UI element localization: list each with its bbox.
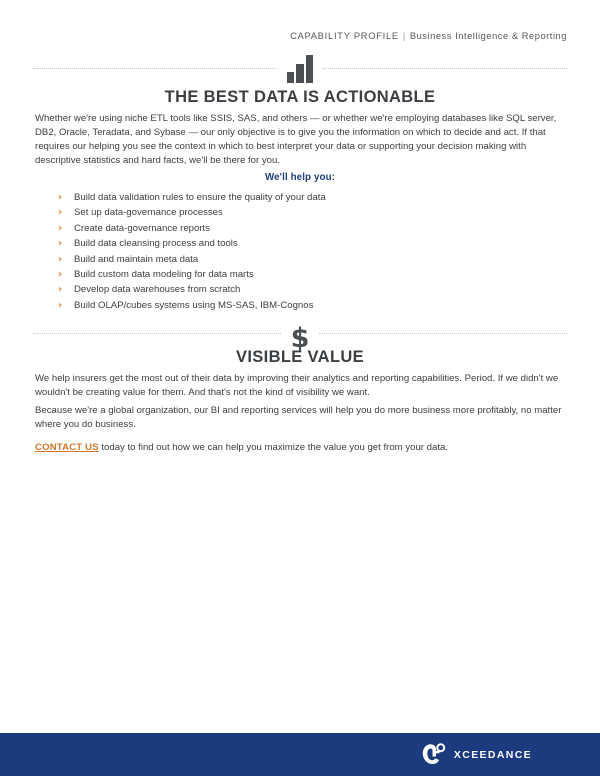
list-item-label: Build and maintain meta data <box>74 253 199 265</box>
chevron-right-icon: › <box>58 238 63 250</box>
list-item <box>58 300 326 315</box>
divider-top <box>33 55 567 83</box>
header-separator: | <box>402 31 406 41</box>
list-item-label: Build OLAP/cubes systems using MS-SAS, IBM-Cognos <box>74 299 314 311</box>
header-capability-label: CAPABILITY PROFILE <box>290 31 399 41</box>
list-item <box>58 284 326 299</box>
chevron-right-icon: › <box>58 299 63 311</box>
divider-dots-right <box>323 68 567 70</box>
list-item <box>58 207 326 222</box>
dollar-sign-icon: $ <box>290 323 310 354</box>
chevron-right-icon: › <box>58 268 63 280</box>
list-item-label: Create data-governance reports <box>74 222 210 234</box>
divider-dots-left <box>33 68 277 70</box>
list-item <box>58 223 326 238</box>
chevron-right-icon: › <box>58 222 63 234</box>
list-item <box>58 238 326 253</box>
list-item-label: Build custom data modeling for data marts <box>74 268 254 280</box>
page-footer <box>0 733 600 776</box>
header-topic: Business Intelligence & Reporting <box>409 31 567 41</box>
brand-logo <box>421 743 532 767</box>
list-item <box>58 269 326 284</box>
chevron-right-icon: › <box>58 284 63 296</box>
xceedance-logo-icon <box>421 743 447 767</box>
divider-icon-slot <box>281 320 320 354</box>
contact-paragraph <box>35 441 567 455</box>
intro-paragraph: Whether we're using niche ETL tools like SSIS, SAS, and others — or whether we're employing databases like SQL server, DB2, Oracle, Teradata, and Sybase — our only objective is to give you the information on which to decide and act. If that requires our helping you see the context in which to best interpret your data or supporting your decision making with descriptive statistics and hard facts, we'll be there for you. <box>35 113 557 167</box>
bar-chart-icon <box>287 55 314 83</box>
brand-logo-wordmark: XCEEDANCE <box>453 748 532 761</box>
visible-value-title: VISIBLE VALUE <box>235 348 364 366</box>
chevron-right-icon: › <box>58 207 63 219</box>
chevron-right-icon: › <box>58 192 63 203</box>
bar-chart-bar-2 <box>296 64 304 83</box>
help-you-subheading: We'll help you: <box>264 172 336 183</box>
divider-middle <box>33 320 567 354</box>
value-paragraph-2: Because we're a global organization, our BI and reporting services will help you do more business more profitably, no matter where you do business. <box>35 405 562 431</box>
contact-paragraph-rest: today to find out how we can help you maximize the value you get from your data. <box>98 442 448 453</box>
contact-us-link[interactable]: CONTACT US <box>35 442 99 453</box>
chevron-right-icon: › <box>58 253 63 265</box>
divider-dots-left <box>33 333 281 335</box>
list-item <box>58 192 326 207</box>
page-header <box>290 31 567 41</box>
divider-dots-right <box>319 333 567 335</box>
value-paragraph-1: We help insurers get the most out of their data by improving their analytics and reporting capabilities. Period. If we didn't we wouldn't be creating value for them. And that's not the kind of visibility we want. <box>35 373 559 399</box>
list-item-label: Build data validation rules to ensure the quality of your data <box>74 192 326 203</box>
capability-bullet-list <box>58 192 326 315</box>
list-item-label: Build data cleansing process and tools <box>74 238 238 250</box>
list-item-label: Set up data-governance processes <box>74 207 223 219</box>
list-item <box>58 254 326 269</box>
bar-chart-bar-3 <box>306 55 314 83</box>
bar-chart-bar-1 <box>287 72 295 83</box>
divider-icon-slot <box>277 55 324 83</box>
page-title: THE BEST DATA IS ACTIONABLE <box>164 88 436 106</box>
list-item-label: Develop data warehouses from scratch <box>74 284 241 296</box>
